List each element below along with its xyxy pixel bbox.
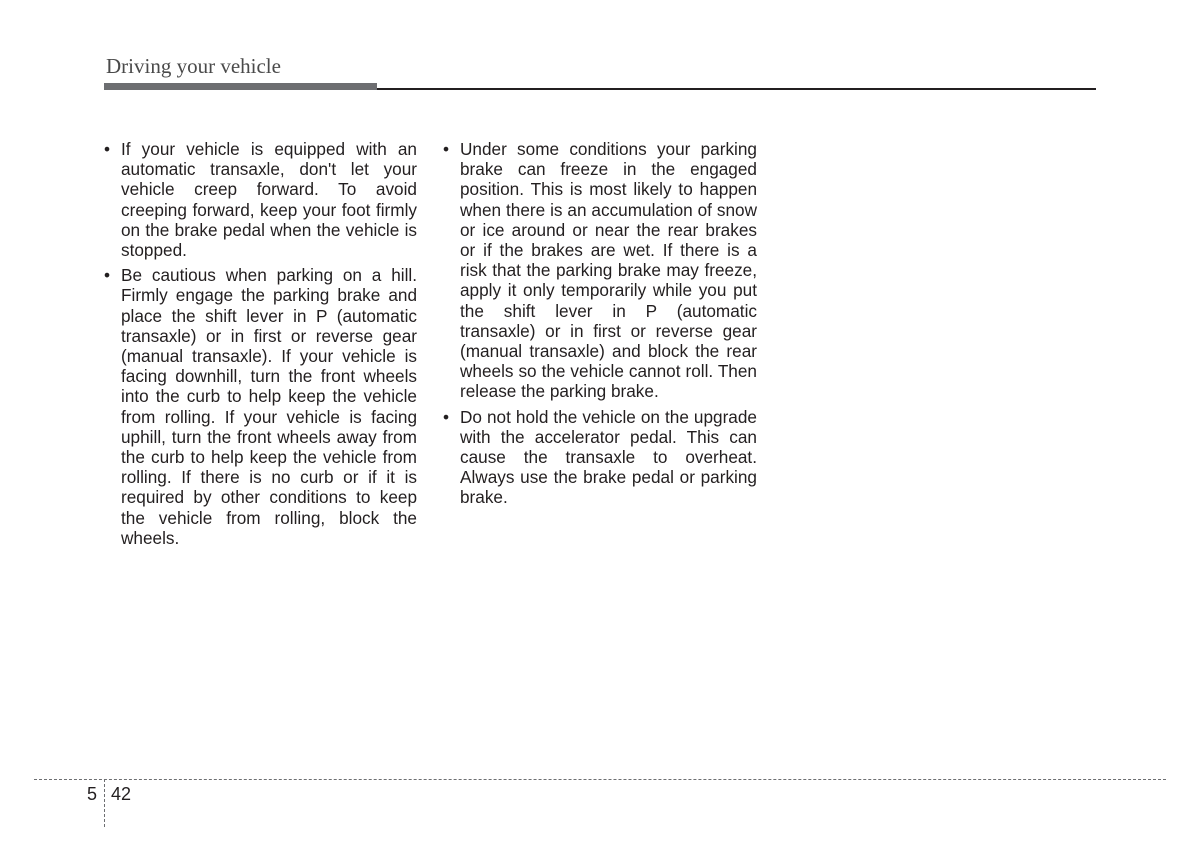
header-title: Driving your vehicle [106, 54, 281, 78]
footer-divider [104, 779, 105, 827]
bullet-marker: • [104, 139, 111, 159]
right-column [443, 139, 757, 513]
list-item [443, 407, 757, 508]
list-item [104, 139, 417, 260]
bullet-marker: • [443, 139, 450, 159]
list-item-text: Be cautious when parking on a hill. Firmly engage the parking brake and place the shift lever in P (automatic transaxle) or in first or reverse gear (manual transaxle). If your vehicle is facing downhill, turn the front wheels into the curb to help keep the vehicle from rolling. If your vehicle is facing uphill, turn the front wheels away from the curb to help keep the vehicle from rolling. If there is no curb or if it is required by other conditions to keep the vehicle from rolling, block the wheels. [121, 265, 417, 548]
section-number: 5 [87, 784, 98, 804]
bullet-marker: • [104, 265, 111, 286]
list-item-text: Do not hold the vehicle on the upgrade with the accelerator pedal. This can cause the transaxle to overheat. Always use the brake pedal or parking brake. [460, 406, 757, 508]
footer-rule [34, 779, 1166, 780]
list-item-text: Under some conditions your parking brake can freeze in the engaged position. This is most likely to happen when there is an accumulation of snow or ice around or near the rear brakes or if the brakes are wet. If there is a risk that the parking brake may freeze, apply it only temporarily while you put the shift lever in P (automatic transaxle) or in first or reverse gear (manual transaxle) and block the rear wheels so the vehicle cannot roll. Then release the parking brake. [460, 139, 757, 402]
list-item-text: If your vehicle is equipped with an automatic transaxle, don't let your vehicle creep forward. To avoid creeping forward, keep your foot firmly on the brake pedal when the vehicle is stopped. [121, 139, 417, 261]
list-item [104, 265, 417, 548]
page-number: 42 [111, 784, 132, 804]
bullet-marker: • [443, 406, 450, 427]
header-bar-accent [104, 83, 377, 90]
list-item [443, 139, 757, 402]
header-rule [377, 88, 1096, 90]
left-column [104, 139, 417, 553]
